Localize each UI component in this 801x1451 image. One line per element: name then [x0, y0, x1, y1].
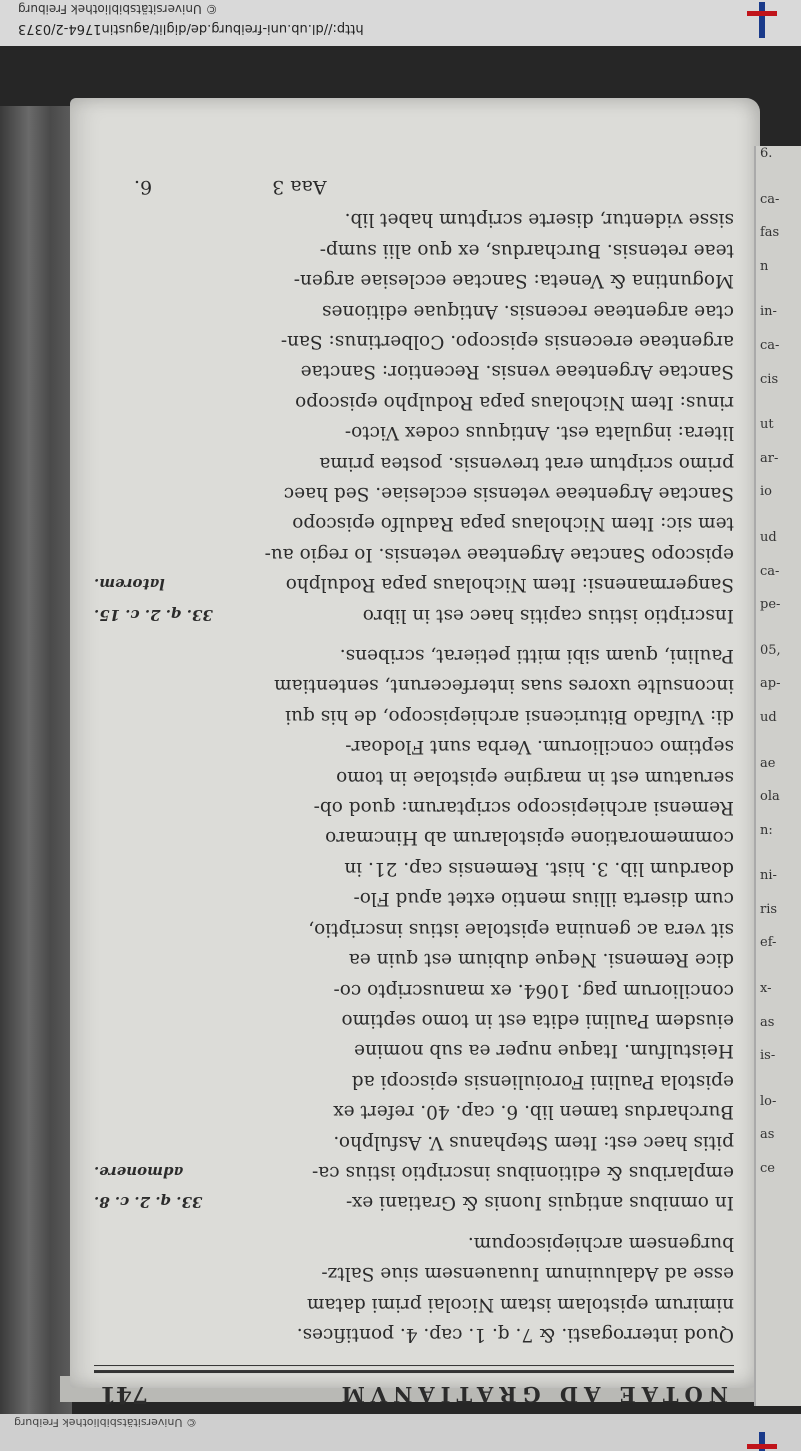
line-text: teae retensis. Burchardus, ex quo alii sump- [319, 239, 734, 261]
library-logo-bottom-icon [747, 1432, 777, 1451]
text-line [94, 326, 734, 356]
line-text: Burchardus tamen lib. 6. cap. 40. refert ex [333, 1101, 734, 1123]
text-line [94, 569, 734, 599]
text-line [94, 1258, 734, 1288]
line-text: epistola Paulini Foroiuliensis episcopi ad [351, 1070, 734, 1092]
line-text: doardum lib. 3. hist. Remensis cap. 21. in [344, 857, 734, 879]
browser-bottom-bar [0, 1414, 801, 1451]
text-line [94, 731, 734, 761]
line-text: Heistulfum. Itaque nuper ea sub nomine [354, 1040, 734, 1062]
next-page-fragment: ca- [760, 563, 780, 579]
running-header [94, 1370, 734, 1408]
line-text: Remensi archiepiscopo scriptarum: quod ob- [313, 797, 734, 819]
next-page-fragment: pe- [760, 597, 781, 613]
next-page-fragment: as [760, 1014, 775, 1030]
text-line [94, 1126, 734, 1156]
text-line [94, 1288, 734, 1318]
running-title: NOTAE AD GRATIANVM [335, 1382, 728, 1408]
line-text: conciliorum pag. 1064. ex manuscripto co- [333, 979, 734, 1001]
next-page-fragment: in- [760, 304, 777, 320]
line-text: sisse videntur, diserte scriptum habet lib. [344, 209, 734, 231]
text-line [94, 356, 734, 386]
line-text: Inscriptio istius capitis haec est in libro [362, 604, 734, 626]
text-line [94, 538, 734, 568]
line-text: pitis haec est: Item Stephanus V. Asfulpho. [333, 1131, 734, 1153]
catchword: 6. [134, 176, 153, 198]
book-scan [0, 46, 801, 1414]
text-line [94, 883, 734, 913]
text-line [94, 853, 734, 883]
book-binding [0, 106, 72, 1414]
next-page-fragment: ola [760, 789, 780, 805]
line-text: emplaribus & editionibus inscriptio istius ca- [311, 1162, 734, 1183]
text-line [94, 386, 734, 416]
text-line [94, 1096, 734, 1126]
text-line [94, 265, 734, 295]
line-text: esse ad Adaluuinum Iuuauensem siue Saltz- [321, 1263, 734, 1285]
next-page-fragment: ud [760, 529, 777, 545]
text-line [94, 974, 734, 1004]
line-text: inconsulte uxores suas interfecerunt, sententiam [274, 675, 734, 697]
next-page-fragment: cis [760, 371, 779, 387]
line-text: argenteae erecensis episcopo. Colbertinus: San- [280, 331, 734, 353]
line-text: commemoratione epistolarum ab Hincmaro [325, 827, 734, 849]
next-page-fragment: ce [760, 1161, 775, 1177]
line-text: cum diserta illius mentio extet apud Flo- [353, 888, 734, 910]
text-line [94, 1187, 734, 1217]
line-text: seruatum est in margine epistolae in tomo [336, 766, 734, 788]
line-text: Sangermanensi: Item Nicholaus papa Rodulpho [285, 574, 734, 596]
line-text: di: Vulfado Bituricensi archiepiscopo, de his qui [285, 705, 734, 727]
margin-note: latorem. [94, 575, 165, 594]
text-line [94, 822, 734, 852]
next-page-fragment: ud [760, 709, 777, 725]
text-line [94, 1065, 734, 1095]
next-page-fragment: fas [760, 225, 780, 241]
next-page-fragment: x- [760, 981, 772, 997]
url-text[interactable]: http://dl.ub.uni-freiburg.de/diglit/agustin1764-2/0373 [18, 21, 364, 36]
next-page-fragment: ris [760, 901, 778, 917]
line-text: burgensem archiepiscopum. [467, 1232, 734, 1254]
line-text: sit vera ac genuina epistolae istius inscriptio, [308, 918, 734, 940]
next-page-fragment: ca- [760, 337, 780, 353]
next-page-fragment: lo- [760, 1093, 777, 1109]
margin-note: admonere. [94, 1163, 184, 1181]
text-line [94, 599, 734, 629]
bottom-copyright-text: © Universitätsbibliothek Freiburg [14, 1416, 197, 1429]
page-text-block [94, 176, 734, 1408]
text-line [94, 508, 734, 538]
line-text: eiusdem Paulini edita est in tomo septimo [341, 1009, 734, 1031]
text-line [94, 640, 734, 670]
next-page-fragment: 6. [760, 146, 773, 161]
line-text: episcopo Sanctae Argenteae vetensis. Io regio au- [264, 543, 734, 565]
line-text: nimirum epistolam istam Nicolai primi datam [306, 1293, 734, 1315]
text-line [94, 447, 734, 477]
line-text: In omnibus antiquis Iuonis & Gratiani ex- [345, 1192, 734, 1214]
signature-line [94, 176, 734, 198]
next-page-fragment: n: [760, 822, 773, 838]
next-page-fragment: ef- [760, 935, 777, 951]
next-page-fragment: is- [760, 1048, 776, 1064]
text-line [94, 670, 734, 700]
text-line [94, 701, 734, 731]
line-text: ctae argenteae recensis. Antiquae editiones [322, 300, 734, 322]
text-line [94, 417, 734, 447]
text-line [94, 204, 734, 234]
text-line [94, 478, 734, 508]
text-line [94, 761, 734, 791]
next-page-fragment: as [760, 1127, 775, 1143]
next-page-fragment: ni- [760, 868, 777, 884]
text-line [94, 792, 734, 822]
text-line [94, 1157, 734, 1187]
margin-note: 33. q. 2. c. 15. [94, 605, 213, 624]
line-text: Sanctae Argenteae vensis. Recentior: Sanctae [300, 361, 734, 383]
line-text: rinus: Item Nicholaus papa Rodulpho episcopo [295, 391, 734, 413]
text-line [94, 1005, 734, 1035]
text-line [94, 944, 734, 974]
next-page-fragment: ca- [760, 191, 780, 207]
text-line [94, 1319, 734, 1349]
text-line [94, 295, 734, 325]
line-text: primo scriptum erat trevensis. postea prima [319, 452, 734, 474]
next-page-fragment: n [760, 258, 769, 274]
line-text: septimo conciliorum. Verba sunt Flodoar- [345, 736, 734, 758]
next-page-fragment: ae [760, 755, 776, 771]
text-line [94, 913, 734, 943]
line-text: Sanctae Argenteae vetensis ecclesiae. Sed haec [283, 483, 734, 505]
line-text: tem sic: Item Nicholaus papa Radulfo episcopo [292, 513, 734, 535]
line-text: Paulini, quam sibi mitti petierat, scribens. [339, 645, 734, 667]
next-page-fragment: ut [760, 417, 774, 433]
browser-bar [0, 0, 801, 46]
page-number: 741 [100, 1381, 149, 1409]
header-rule [94, 1365, 734, 1366]
margin-note: 33. q. 2. c. 8. [94, 1193, 203, 1212]
line-text: Quod interrogasti. & 7. q. 1. cap. 4. pontifices. [296, 1324, 734, 1346]
text-lines [94, 204, 734, 1349]
line-text: dice Remensi. Neque dubium est quin ea [348, 949, 734, 971]
next-page-fragment: ar- [760, 450, 779, 466]
line-text: Moguntina & Veneta: Sanctae ecclesiae argen- [293, 270, 734, 292]
line-text: litera: ingulata est. Antiquus codex Victo- [344, 422, 734, 444]
signature-mark: Aaa 3 [272, 176, 327, 198]
copyright-text: © Universitätsbibliothek Freiburg [18, 2, 218, 16]
next-page-fragment: 05, [760, 642, 781, 658]
next-page-fragment: ap- [760, 676, 781, 692]
library-logo-icon [747, 2, 777, 38]
next-page-edge [754, 146, 801, 1406]
text-line [94, 1227, 734, 1257]
text-line [94, 1035, 734, 1065]
text-line [94, 234, 734, 264]
next-page-fragment: io [760, 484, 772, 500]
